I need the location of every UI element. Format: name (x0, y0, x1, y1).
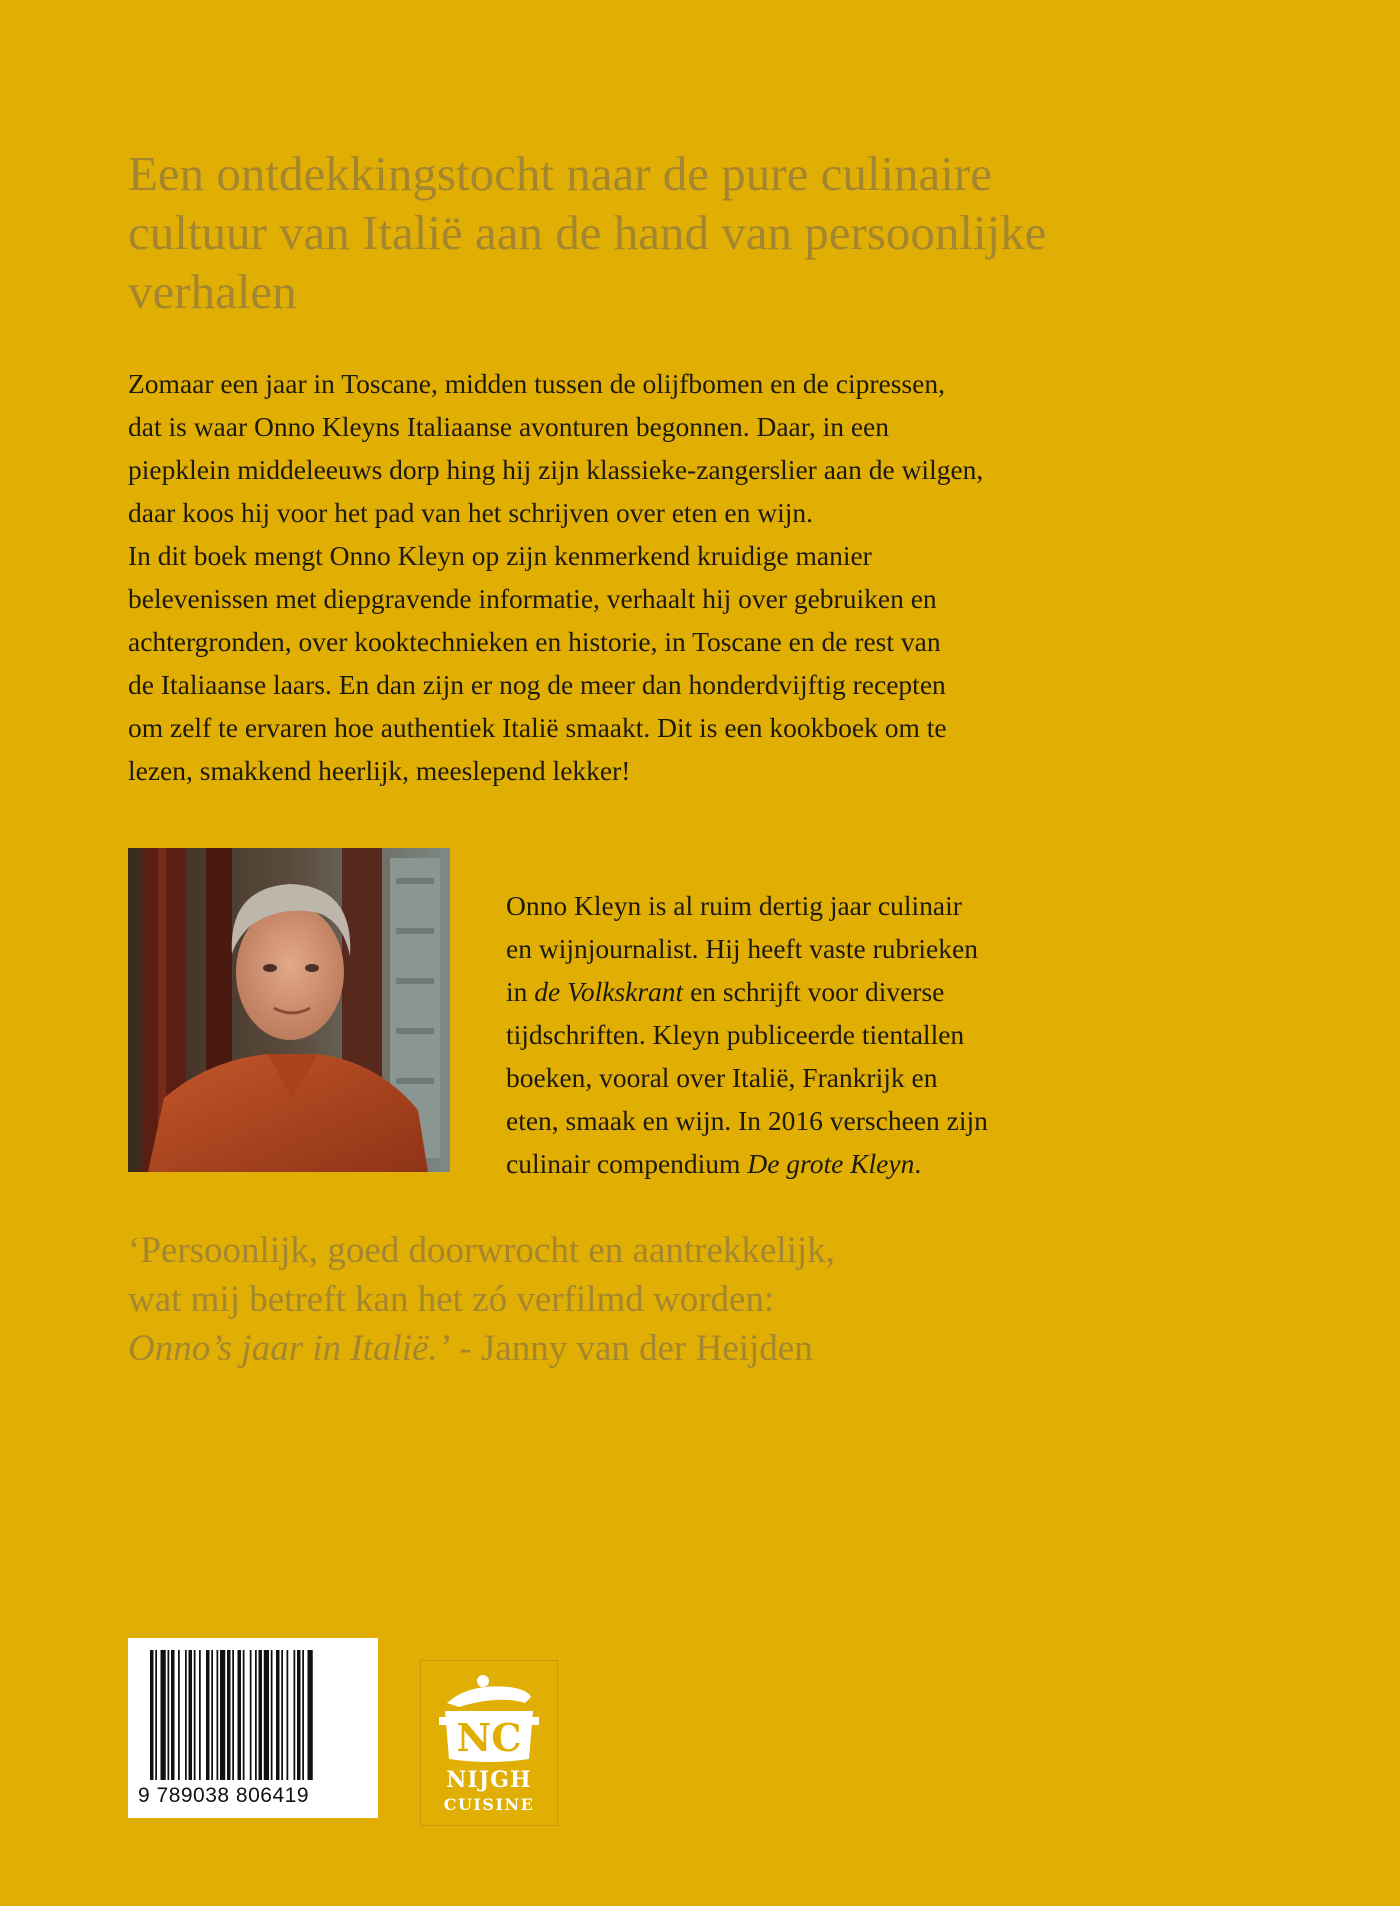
barcode-bar (161, 1650, 166, 1780)
barcode-bar (259, 1650, 263, 1780)
barcode-bar (232, 1650, 234, 1780)
bio-line (506, 1142, 1106, 1185)
bio-line: en wijnjournalist. Hij heeft vaste rubrieken (506, 933, 978, 964)
isbn-barcode (128, 1638, 378, 1818)
quote-line (128, 1324, 1228, 1373)
bio-line: boeken, vooral over Italië, Frankrijk en (506, 1062, 938, 1093)
blurb-line: om zelf te ervaren hoe authentiek Italië smaakt. Dit is een kookboek om te (128, 712, 947, 743)
publisher-name: NIJGH (446, 1767, 532, 1793)
blurb-line: In dit boek mengt Onno Kleyn op zijn kenmerkend kruidige manier (128, 540, 872, 571)
bio-line: tijdschriften. Kleyn publiceerde tientallen (506, 1019, 965, 1050)
isbn-digits: 9 789038 806419 (138, 1784, 309, 1807)
book-title: De grote Kleyn (747, 1148, 915, 1179)
blurb-line: de Italiaanse laars. En dan zijn er nog de meer dan honderdvijftig recepten (128, 669, 946, 700)
barcode-bar (185, 1650, 187, 1780)
barcode-bar (206, 1650, 210, 1780)
barcode-bar (281, 1650, 283, 1780)
barcode-bar (220, 1650, 225, 1780)
blurb-line: belevenissen met diepgravende informatie, verhaalt hij over gebruiken en (128, 583, 937, 614)
barcode-bar (178, 1650, 180, 1780)
cover-tagline: Een ontdekkingstocht naar de pure culinaire cultuur van Italië aan de hand van persoonlijke verhalen (128, 146, 1047, 319)
barcode-bar (255, 1650, 257, 1780)
bio-text: en schrijft voor diverse (683, 976, 945, 1007)
quote-title: Onno’s jaar in Italië.’ (128, 1328, 451, 1369)
barcode-bar (168, 1650, 170, 1780)
barcode-bar (171, 1650, 175, 1780)
barcode-bar (287, 1650, 289, 1780)
barcode-bar (308, 1650, 313, 1780)
bio-text: in (506, 976, 535, 1007)
author-bio (506, 884, 1106, 1185)
barcode-bar (211, 1650, 213, 1780)
barcode-bar (155, 1650, 157, 1780)
blurb-line: lezen, smakkend heerlijk, meeslepend lekker! (128, 755, 631, 786)
barcode-bar (297, 1650, 301, 1780)
barcode-bar (250, 1650, 252, 1780)
bio-line: eten, smaak en wijn. In 2016 verscheen zijn (506, 1105, 988, 1136)
barcode-bar (199, 1650, 201, 1780)
review-quote (128, 1226, 1228, 1373)
barcode-bar (227, 1650, 231, 1780)
barcode-bar (217, 1650, 219, 1780)
quote-line: ‘Persoonlijk, goed doorwrocht en aantrekkelijk, (128, 1230, 835, 1271)
publisher-imprint: CUISINE (443, 1795, 535, 1814)
quote-line: wat mij betreft kan het zó verfilmd worden: (128, 1279, 775, 1320)
barcode-bar (238, 1650, 242, 1780)
blurb-line: Zomaar een jaar in Toscane, midden tussen de olijfbomen en de cipressen, (128, 368, 945, 399)
barcode-bar (194, 1650, 196, 1780)
barcode-bar (243, 1650, 245, 1780)
bio-text: . (914, 1148, 922, 1179)
publisher-logo (420, 1660, 558, 1826)
barcode-bar (271, 1650, 273, 1780)
blurb-line: piepklein middeleeuws dorp hing hij zijn klassieke-zangerslier aan de wilgen, (128, 454, 984, 485)
book-blurb (128, 362, 1088, 792)
newspaper-title: de Volkskrant (534, 976, 684, 1007)
bio-text: culinair compendium (506, 1148, 748, 1179)
publisher-monogram: NC (456, 1715, 522, 1760)
author-photo (128, 848, 450, 1172)
blurb-line: achtergronden, over kooktechnieken en historie, in Toscane en de rest van (128, 626, 941, 657)
quote-attribution: - Janny van der Heijden (450, 1328, 813, 1369)
barcode-bar (294, 1650, 296, 1780)
blurb-line: daar koos hij voor het pad van het schrijven over eten en wijn. (128, 497, 814, 528)
cooking-pot-icon (439, 1673, 539, 1765)
bio-line (506, 970, 1106, 1013)
barcode-bar (276, 1650, 280, 1780)
barcode-bar (302, 1650, 304, 1780)
barcode-bar (264, 1650, 269, 1780)
bio-line: Onno Kleyn is al ruim dertig jaar culinair (506, 890, 962, 921)
blurb-line: dat is waar Onno Kleyns Italiaanse avonturen begonnen. Daar, in een (128, 411, 889, 442)
barcode-bar (150, 1650, 154, 1780)
barcode-bars (150, 1650, 360, 1780)
barcode-bar (189, 1650, 193, 1780)
